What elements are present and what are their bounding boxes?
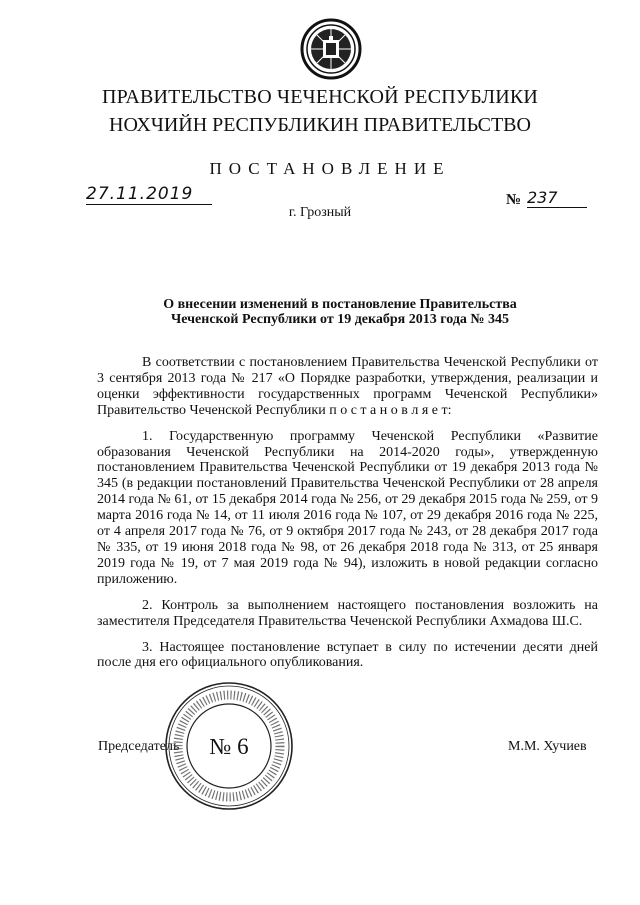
signatory-role: Председатель [98, 739, 180, 754]
decree-number-sign: № [506, 192, 522, 208]
paragraph-2: 2. Контроль за выполнением настоящего постановления возложить на заместителя Председателя Правительства Чеченской Республики Ахмадова Ш.С. [97, 597, 598, 629]
government-name-ce: НОХЧИЙН РЕСПУБЛИКИН ПРАВИТЕЛЬСТВО [109, 114, 531, 136]
decree-title-line-2: Чеченской Республики от 19 декабря 2013 года № 345 [171, 312, 509, 327]
paragraph-preamble: В соответствии с постановлением Правительства Чеченской Республики от 3 сентября 2013 года № 217 «О Порядке разработки, утверждения, реализации и оценки эффективности государственных программ Чеченской Республики» Правительство Чеченской Республики п о с т а н о в л я е т: [97, 355, 598, 418]
decree-title-line-1: О внесении изменений в постановление Правительства [163, 297, 517, 312]
paragraph-3: 3. Настоящее постановление вступает в силу по истечении десяти дней после дня его официального опубликования. [97, 639, 598, 671]
seal-number: № 6 [209, 734, 249, 759]
document-type: ПОСТАНОВЛЕНИЕ [209, 159, 451, 178]
official-seal-icon [163, 680, 295, 812]
decree-title [140, 297, 540, 327]
paragraph-1: 1. Государственную программу Чеченской Республики «Развитие образования Чеченской Республики на 2014-2020 годы», утвержденную постановлением Правительства Чеченской Республики от 19 декабря 2013 года № 345 (в редакции постановлений Правительства Чеченской Республики от 28 апреля 2014 года № 61, от 15 декабря 2014 года № 256, от 29 декабря 2015 года № 259, от 9 марта 2016 года № 14, от 11 июля 2016 года № 107, от 29 декабря 2016 года № 225, от 4 апреля 2017 года № 76, от 9 октября 2017 года № 243, от 28 декабря 2017 года № 335, от 19 июня 2018 года № 98, от 26 декабря 2018 года № 313, от 25 января 2019 года № 19, от 7 мая 2019 года № 94), изложить в новой редакции согласно приложению. [97, 428, 598, 587]
signatory-name: М.М. Хучиев [508, 739, 587, 754]
city-name: г. Грозный [288, 205, 352, 220]
decree-number: 237 [527, 188, 587, 208]
decree-body [97, 355, 598, 676]
chechen-republic-emblem-icon [300, 18, 362, 80]
decree-date: 27.11.2019 [86, 184, 212, 205]
government-name-ru: ПРАВИТЕЛЬСТВО ЧЕЧЕНСКОЙ РЕСПУБЛИКИ [101, 86, 539, 108]
